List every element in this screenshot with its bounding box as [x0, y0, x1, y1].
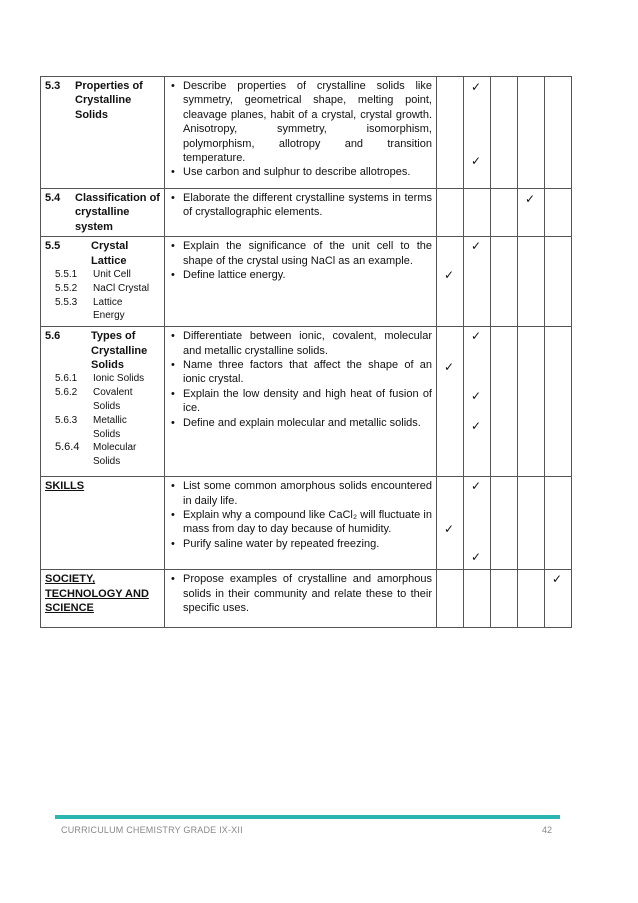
check-cell [437, 189, 464, 237]
subtopic-number: 5.5.3 [55, 296, 78, 308]
check-cell [464, 570, 491, 628]
table-row [41, 570, 572, 628]
check-cell [491, 189, 518, 237]
check-cell [437, 77, 464, 189]
section-title: SOCIETY, TECHNOLOGY AND SCIENCE [45, 573, 149, 615]
subtopic-label: NaCl Crystal [93, 282, 150, 294]
checkmark-icon: ✓ [471, 389, 482, 404]
objectives-cell [165, 189, 437, 237]
objective-item: • Explain the low density and high heat of fusion of ice. [183, 387, 432, 416]
objective-item: • Propose examples of crystalline and amorphous solids in their community and relate these to their specific uses. [183, 572, 432, 615]
checkmark-icon: ✓ [471, 239, 482, 254]
objective-item: • Explain why a compound like CaCl₂ will fluctuate in mass from day to day because of humidity. [183, 508, 432, 537]
checkmark-icon: ✓ [471, 419, 482, 434]
checkmark-icon: ✓ [471, 550, 482, 565]
objective-item: • Purify saline water by repeated freezing. [183, 537, 432, 551]
check-cell [491, 237, 518, 327]
topic-number: 5.4 [45, 192, 61, 204]
checkmark-icon: ✓ [471, 479, 482, 494]
check-cell [437, 477, 464, 570]
check-cell [491, 477, 518, 570]
subtopic-number: 5.5.1 [55, 269, 78, 281]
check-cell [518, 327, 545, 477]
topic-cell [41, 237, 165, 327]
table-row [41, 237, 572, 327]
check-cell [491, 570, 518, 628]
objectives-cell [165, 570, 437, 628]
check-cell [437, 327, 464, 477]
subtopic-number: 5.6.3 [55, 414, 78, 426]
objective-item: • Define lattice energy. [183, 268, 432, 282]
checkmark-icon: ✓ [471, 329, 482, 344]
subtopic-label: Ionic Solids [93, 373, 145, 385]
topic-number: 5.5 [45, 240, 61, 253]
check-cell [464, 237, 491, 327]
check-cell [464, 327, 491, 477]
check-cell [491, 77, 518, 189]
objective-item: • List some common amorphous solids encountered in daily life. [183, 479, 432, 508]
subtopic-label: Lattice Energy [93, 296, 125, 322]
check-cell [518, 477, 545, 570]
subtopic-label: Unit Cell [93, 269, 131, 281]
topic-number: 5.3 [45, 80, 61, 92]
subtopic-label: Molecular Solids [93, 442, 137, 468]
check-cell [464, 477, 491, 570]
topic-cell [41, 477, 165, 570]
objective-item: • Describe properties of crystalline solids like symmetry, geometrical shape, melting point, cleavage planes, habit of a crystal, crystal growth. Anisotropy, symmetry, isomorphism, polymorphism, allotropy and transition temperature. [183, 79, 432, 165]
objective-item: • Use carbon and sulphur to describe allotropes. [183, 165, 432, 179]
check-cell [518, 77, 545, 189]
check-cell [545, 237, 572, 327]
topic-title: Crystal Lattice [91, 240, 129, 267]
check-cell [464, 189, 491, 237]
check-cell [545, 570, 572, 628]
check-cell [464, 77, 491, 189]
subtopic-label: Covalent Solids [93, 387, 133, 413]
checkmark-icon: ✓ [471, 80, 482, 94]
objective-item: • Differentiate between ionic, covalent, molecular and metallic crystalline solids. [183, 329, 432, 358]
table-row [41, 477, 572, 570]
check-cell [545, 327, 572, 477]
topic-cell [41, 77, 165, 189]
topic-number: 5.6 [45, 330, 61, 343]
objective-item: • Explain the significance of the unit cell to the shape of the crystal using NaCl as an example. [183, 239, 432, 268]
table-row [41, 77, 572, 189]
checkmark-icon: ✓ [444, 360, 455, 375]
check-cell [437, 237, 464, 327]
checkmark-icon: ✓ [444, 522, 455, 537]
table-row [41, 189, 572, 237]
topic-title: Properties of Crystalline Solids [75, 80, 143, 121]
check-cell [518, 237, 545, 327]
table-row [41, 327, 572, 477]
section-title: SKILLS [45, 480, 85, 493]
subtopic-number: 5.6.1 [55, 373, 78, 385]
subtopic-number: 5.6.4 [55, 441, 80, 454]
subtopic-number: 5.5.2 [55, 282, 78, 294]
check-cell [545, 189, 572, 237]
subtopic-label: Metallic Solids [93, 414, 127, 440]
checkmark-icon: ✓ [552, 572, 563, 587]
topic-title: Classification of crystalline system [75, 192, 160, 233]
checkmark-icon: ✓ [525, 192, 536, 206]
objectives-cell [165, 237, 437, 327]
curriculum-table [40, 76, 572, 628]
check-cell [518, 189, 545, 237]
check-cell [437, 570, 464, 628]
topic-cell [41, 327, 165, 477]
page-number: 42 [541, 825, 552, 835]
checkmark-icon: ✓ [444, 268, 455, 283]
check-cell [545, 77, 572, 189]
objectives-cell [165, 477, 437, 570]
objectives-cell [165, 77, 437, 189]
footer-rule [55, 815, 560, 819]
checkmark-icon: ✓ [471, 154, 482, 168]
subtopic-number: 5.6.2 [55, 387, 78, 399]
check-cell [491, 327, 518, 477]
topic-cell [41, 189, 165, 237]
footer-title: CURRICULUM CHEMISTRY GRADE IX-XII [61, 825, 243, 835]
topic-cell [41, 570, 165, 628]
objective-item: • Define and explain molecular and metallic solids. [183, 416, 432, 430]
objective-item: • Elaborate the different crystalline systems in terms of crystallographic elements. [183, 191, 432, 220]
page-footer [55, 815, 560, 835]
check-cell [518, 570, 545, 628]
objectives-cell [165, 327, 437, 477]
objective-item: • Name three factors that affect the shape of an ionic crystal. [183, 358, 432, 387]
check-cell [545, 477, 572, 570]
topic-title: Types of Crystalline Solids [91, 330, 148, 372]
